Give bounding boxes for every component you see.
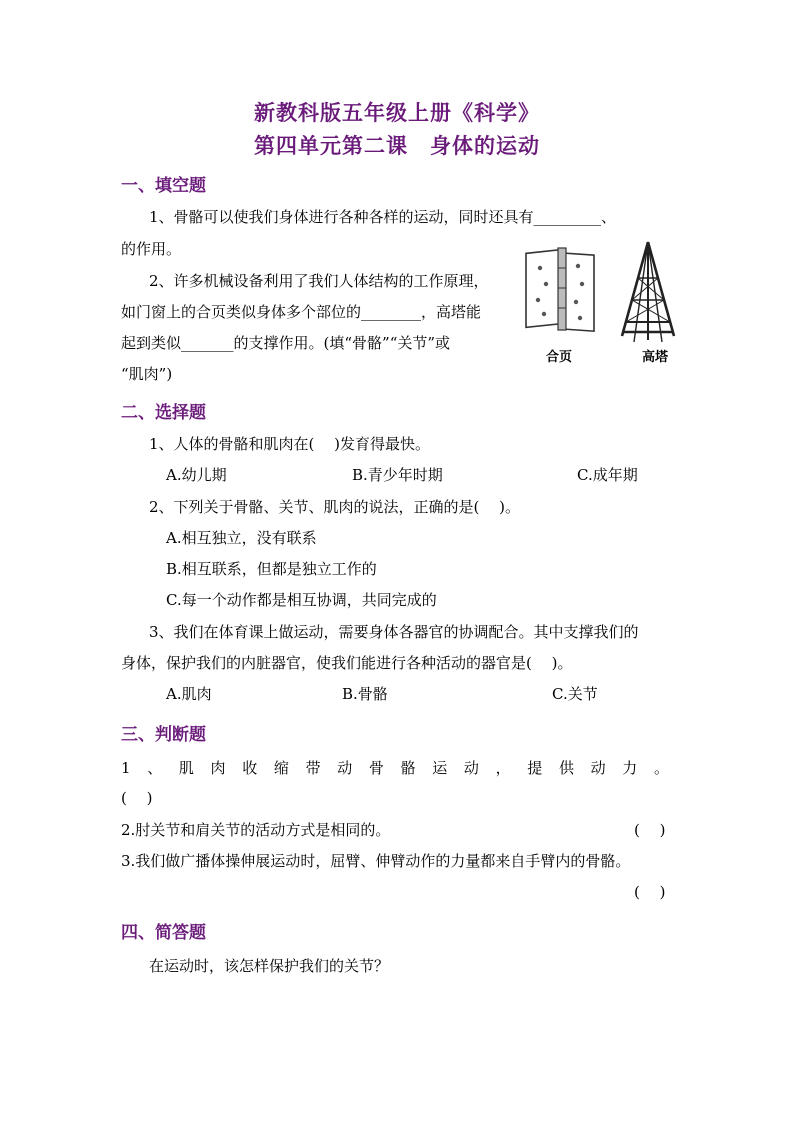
fill-q2-line1: 2、许多机械设备利用了我们人体结构的工作原理， <box>149 272 489 290</box>
section-choice: 二、选择题 <box>121 403 206 423</box>
judge-q1-char: 动 <box>590 759 606 777</box>
choice-q2-option-a: A.相互独立，没有联系 <box>166 529 317 547</box>
judge-q1-char: 力 <box>622 759 638 777</box>
judge-q1-char: 骼 <box>400 759 416 777</box>
tower-label: 高塔 <box>642 350 669 365</box>
judge-q2-answer-blank[interactable]: ( ) <box>634 821 666 839</box>
section-true-false: 三、判断题 <box>121 725 206 745</box>
judge-q1-char: 肉 <box>210 759 226 777</box>
choice-q3-option-b: B.骨骼 <box>342 685 388 703</box>
judge-q1 <box>121 758 669 778</box>
judge-q1-char: 收 <box>242 759 258 777</box>
choice-q3-option-a: A.肌肉 <box>166 685 212 703</box>
judge-q1-char: 1 <box>121 759 131 777</box>
choice-q2-option-c: C.每一个动作都是相互协调，共同完成的 <box>166 591 437 609</box>
short-answer-q1: 在运动时，该怎样保护我们的关节？ <box>149 957 390 975</box>
choice-q1-option-a: A.幼儿期 <box>166 466 227 484</box>
judge-q1-char: 带 <box>305 759 321 777</box>
choice-q1-option-c: C.成年期 <box>577 466 638 484</box>
judge-q1-char: 提 <box>527 759 543 777</box>
judge-q1-char: 、 <box>147 759 163 777</box>
judge-q1-char: 供 <box>558 759 574 777</box>
fill-q2-line2: 如门窗上的合页类似身体多个部位的________，高塔能 <box>121 303 482 321</box>
choice-q2: 2、下列关于骨骼、关节、肌肉的说法，正确的是( )。 <box>149 498 521 516</box>
hinge-image <box>526 248 594 331</box>
judge-q1-char: 。 <box>653 759 669 777</box>
worksheet-title: 新教科版五年级上册《科学》 <box>254 101 540 125</box>
hinge-tower-illustration <box>520 240 690 350</box>
hinge-tower-figure <box>520 240 690 370</box>
choice-q1: 1、人体的骨骼和肌肉在( )发育得最快。 <box>149 435 431 453</box>
judge-q2: 2.肘关节和肩关节的活动方式是相同的。 <box>121 821 391 839</box>
fill-q2-line4: “肌肉”) <box>121 365 173 383</box>
judge-q1-char: 动 <box>463 759 479 777</box>
judge-q1-char: 肌 <box>178 759 194 777</box>
judge-q3: 3.我们做广播体操伸展运动时，屈臂、伸臂动作的力量都来自手臂内的骨骼。 <box>121 852 631 870</box>
hinge-label: 合页 <box>546 350 573 365</box>
judge-q1-char: 运 <box>432 759 448 777</box>
choice-q3-option-c: C.关节 <box>552 685 598 703</box>
judge-q1-char: 动 <box>337 759 353 777</box>
choice-q1-option-b: B.青少年时期 <box>352 466 443 484</box>
section-fill-in: 一、填空题 <box>121 176 206 196</box>
fill-q1-line2: 的作用。 <box>121 240 182 258</box>
lesson-title: 第四单元第二课 身体的运动 <box>254 134 540 158</box>
tower-image <box>622 242 674 342</box>
judge-q1-char: 骨 <box>368 759 384 777</box>
judge-q3-answer-blank[interactable]: ( ) <box>634 883 666 901</box>
fill-q2-line3: 起到类似_______的支撑作用。(填“骨骼”“关节”或 <box>121 334 451 352</box>
judge-q1-answer-blank[interactable]: ( ) <box>121 789 153 807</box>
fill-q1-line1: 1、骨骼可以使我们身体进行各种各样的运动，同时还具有_________、 <box>149 208 617 226</box>
section-short-answer: 四、简答题 <box>121 923 206 943</box>
choice-q3-line1: 3、我们在体育课上做运动，需要身体各器官的协调配合。其中支撑我们的 <box>149 623 639 641</box>
choice-q3-line2: 身体，保护我们的内脏器官，使我们能进行各种活动的器官是( )。 <box>121 654 573 672</box>
judge-q1-char: ， <box>495 759 511 777</box>
judge-q1-char: 缩 <box>273 759 289 777</box>
choice-q2-option-b: B.相互联系，但都是独立工作的 <box>166 560 377 578</box>
